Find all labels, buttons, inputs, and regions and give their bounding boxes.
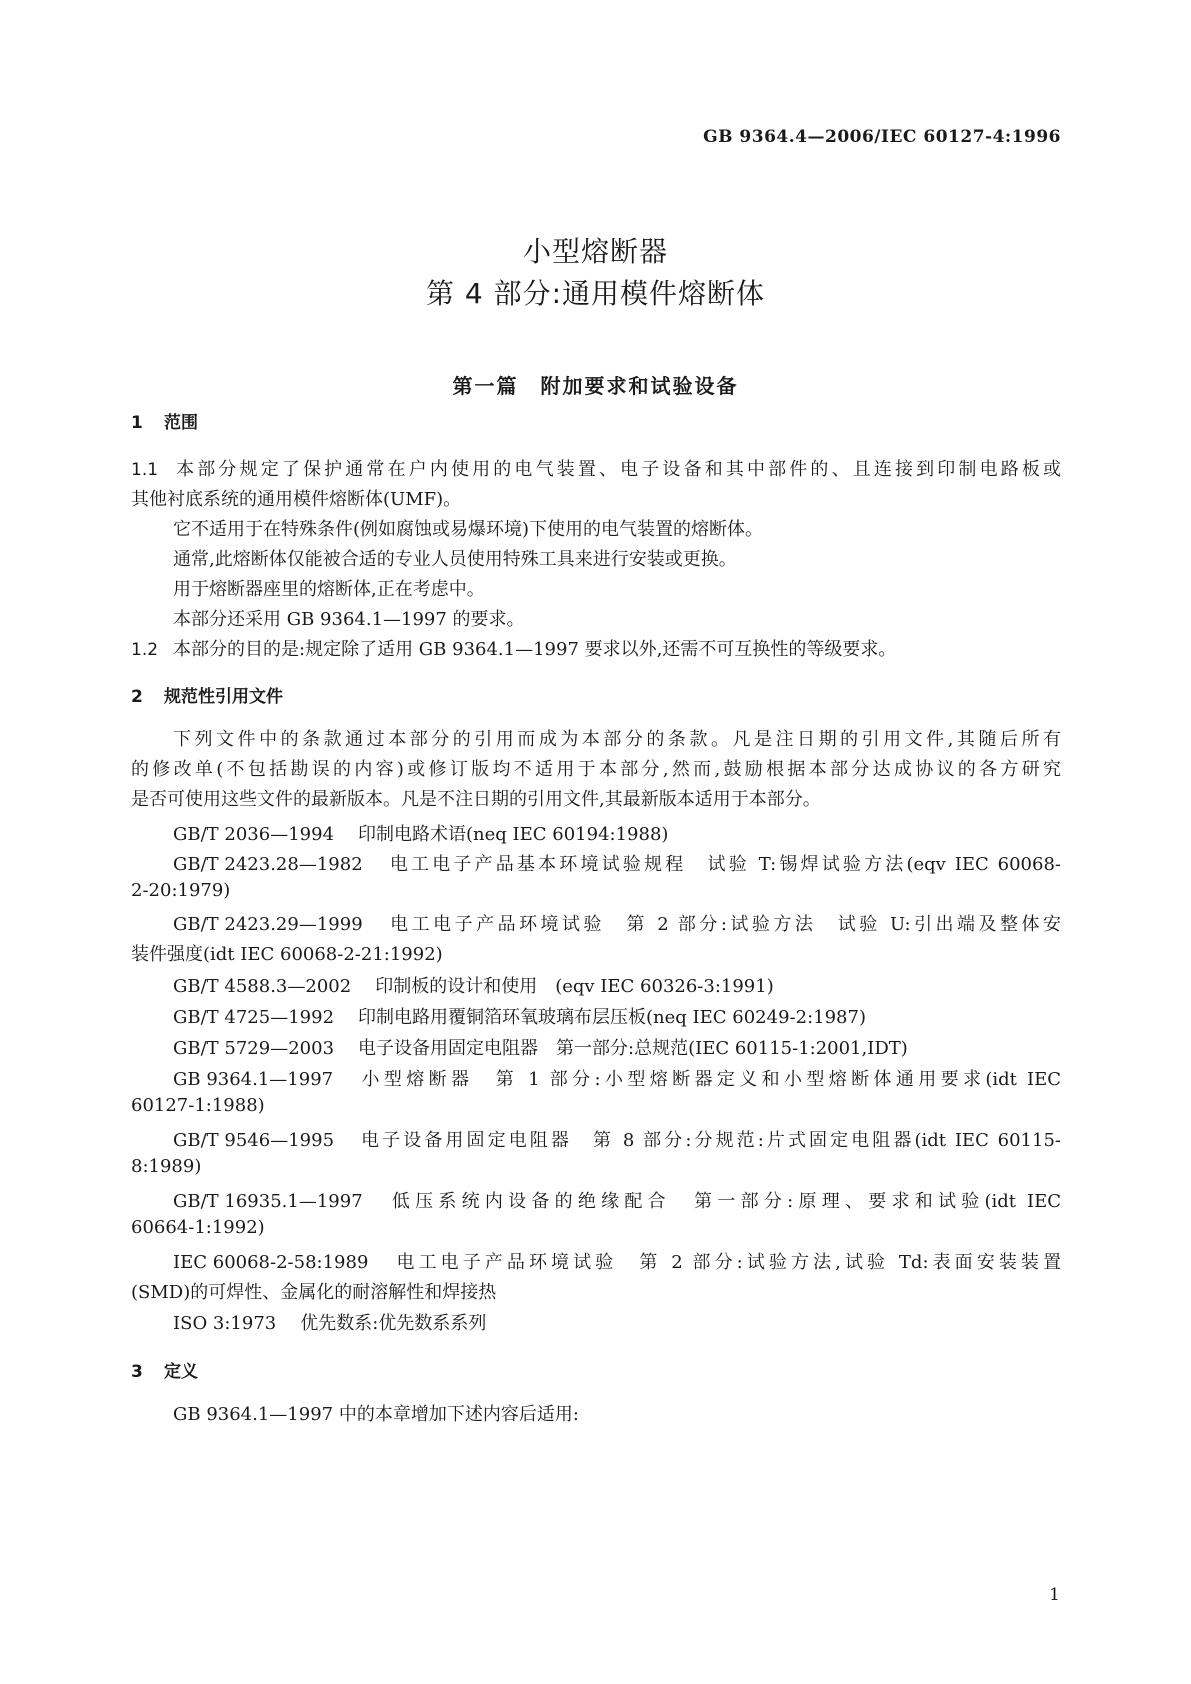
reference-item [173, 972, 1061, 998]
reference-continuation: 8:1989) [131, 1156, 202, 1177]
reference-title: 小型熔断器 第 1 部分:小型熔断器定义和小型熔断体通用要求(idt IEC [357, 1069, 1061, 1090]
reference-item [173, 820, 1061, 846]
reference-item [173, 850, 1061, 876]
reference-continuation: 60127-1:1988) [131, 1095, 265, 1116]
clause-text: 本部分规定了保护通常在户内使用的电气装置、电子设备和其中部件的、且连接到印制电路板或 [173, 459, 1061, 480]
clause-1-2 [131, 635, 1061, 661]
part-title: 第一篇 附加要求和试验设备 [452, 374, 739, 398]
reference-continuation: 装件强度(idt IEC 60068-2-21:1992) [131, 944, 443, 965]
standard-code: GB 9364.4—2006/IEC 60127-4:1996 [703, 127, 1061, 147]
reference-item [173, 910, 1061, 936]
reference-item [173, 1126, 1061, 1152]
paragraph: 用于熔断器座里的熔断体,正在考虑中。 [173, 579, 485, 600]
reference-code: GB/T 2423.29—1999 [173, 914, 363, 935]
reference-continuation: 60664-1:1992) [131, 1217, 265, 1238]
section-number: 3 [131, 1362, 143, 1382]
reference-continuation: (SMD)的可焊性、金属化的耐溶解性和焊接热 [131, 1282, 497, 1303]
reference-code: ISO 3:1973 [173, 1313, 277, 1334]
intro-line: 是否可使用这些文件的最新版本。凡是不注日期的引用文件,其最新版本适用于本部分。 [131, 789, 821, 810]
reference-title: 电子设备用固定电阻器 第 8 部分:分规范:片式固定电阻器(idt IEC 60115- [358, 1130, 1061, 1151]
reference-title: 优先数系:优先数系系列 [300, 1313, 487, 1334]
reference-title: 低压系统内设备的绝缘配合 第一部分:原理、要求和试验(idt IEC [386, 1191, 1061, 1212]
intro-line: 的修改单(不包括勘误的内容)或修订版均不适用于本部分,然而,鼓励根据本部分达成协议的各方研究 [131, 759, 1061, 780]
section-1-heading [131, 408, 198, 433]
title-line-2: 第 4 部分:通用模件熔断体 [425, 277, 766, 310]
section-3-heading [131, 1357, 198, 1382]
section-title: 规范性引用文件 [164, 687, 283, 707]
reference-item [173, 1065, 1061, 1091]
reference-title: 电工电子产品基本环境试验规程 试验 T:锡焊试验方法(eqv IEC 60068- [386, 854, 1061, 875]
reference-continuation: 2-20:1979) [131, 880, 231, 901]
reference-item [173, 1187, 1061, 1213]
reference-code: GB/T 4588.3—2002 [173, 976, 352, 997]
paragraph: GB 9364.1—1997 中的本章增加下述内容后适用: [173, 1404, 579, 1425]
reference-title: 印制电路术语(neq IEC 60194:1988) [358, 824, 669, 845]
reference-code: GB/T 2423.28—1982 [173, 854, 363, 875]
reference-code: GB 9364.1—1997 [173, 1069, 334, 1090]
section-2-heading [131, 682, 283, 707]
reference-code: IEC 60068-2-58:1989 [173, 1252, 369, 1273]
clause-text: 本部分的目的是:规定除了适用 GB 9364.1—1997 要求以外,还需不可互换性的等级要求。 [173, 639, 897, 660]
section-number: 1 [131, 413, 143, 433]
paragraph: 本部分还采用 GB 9364.1—1997 的要求。 [173, 609, 525, 630]
reference-item [173, 1003, 1061, 1029]
paragraph: 通常,此熔断体仅能被合适的专业人员使用特殊工具来进行安装或更换。 [173, 549, 737, 570]
intro-line: 下列文件中的条款通过本部分的引用而成为本部分的条款。凡是注日期的引用文件,其随后所有 [173, 729, 1061, 750]
section-title: 定义 [164, 1362, 198, 1382]
section-title: 范围 [164, 413, 198, 433]
reference-title: 电工电子产品环境试验 第 2 部分:试验方法,试验 Td:表面安装装置 [392, 1252, 1061, 1273]
reference-code: GB/T 9546—1995 [173, 1130, 335, 1151]
reference-item [173, 1309, 1061, 1335]
reference-code: GB/T 2036—1994 [173, 824, 335, 845]
clause-number: 1.2 [131, 640, 159, 660]
reference-code: GB/T 5729—2003 [173, 1038, 335, 1059]
clause-number: 1.1 [131, 460, 159, 480]
reference-title: 印制电路用覆铜箔环氧玻璃布层压板(neq IEC 60249-2:1987) [358, 1007, 866, 1028]
section-number: 2 [131, 687, 143, 707]
reference-code: GB/T 4725—1992 [173, 1007, 335, 1028]
clause-1-1-line-2: 其他衬底系统的通用模件熔断体(UMF)。 [131, 489, 462, 510]
page-number: 1 [1049, 1585, 1060, 1605]
clause-1-1-line-1 [131, 455, 1061, 481]
title-line-1: 小型熔断器 [522, 235, 668, 268]
reference-title: 电工电子产品环境试验 第 2 部分:试验方法 试验 U:引出端及整体安 [386, 914, 1061, 935]
reference-title: 印制板的设计和使用 (eqv IEC 60326-3:1991) [375, 976, 774, 997]
paragraph: 它不适用于在特殊条件(例如腐蚀或易爆环境)下使用的电气装置的熔断体。 [173, 519, 764, 540]
reference-title: 电子设备用固定电阻器 第一部分:总规范(IEC 60115-1:2001,IDT) [358, 1038, 908, 1059]
reference-code: GB/T 16935.1—1997 [173, 1191, 363, 1212]
reference-item [173, 1248, 1061, 1274]
reference-item [173, 1034, 1061, 1060]
